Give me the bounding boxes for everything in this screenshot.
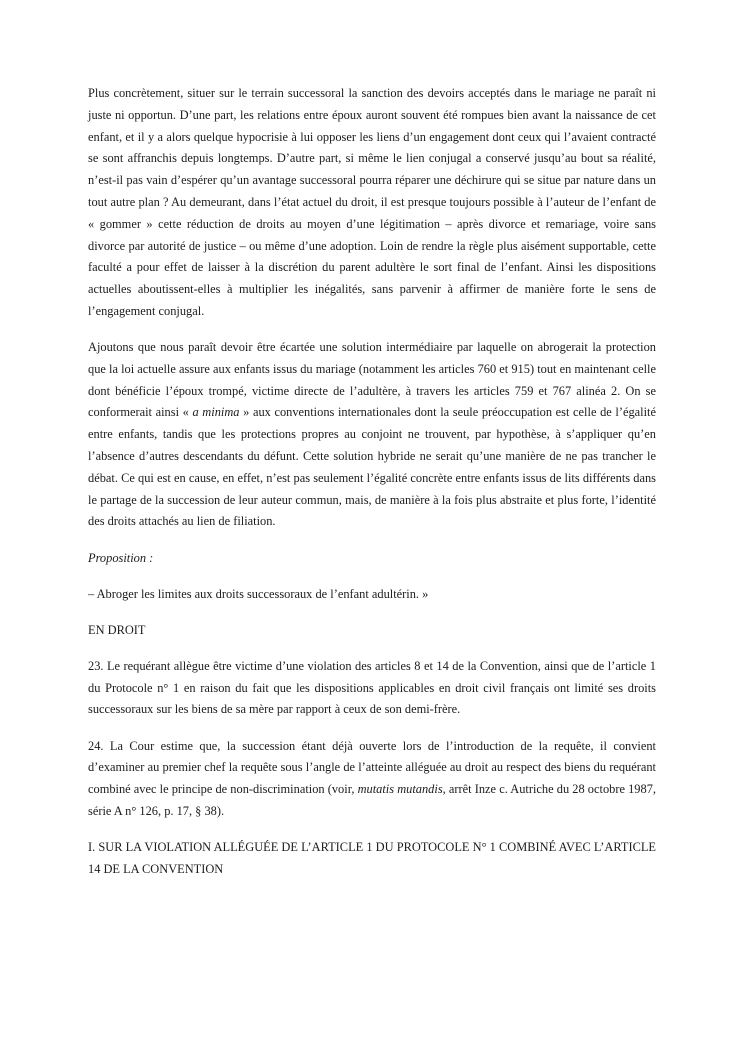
paragraph-23 — [88, 656, 656, 721]
text-segment: mutatis mutandis — [357, 782, 443, 797]
text-segment: I. SUR LA VIOLATION ALLÉGUÉE DE L’ARTICLE 1 DU PROTOCOLE N° 1 COMBINÉ AVEC L’ARTICLE 14 DE LA CONVENTION — [88, 839, 656, 876]
proposition-label — [88, 548, 656, 570]
section-en-droit — [88, 620, 656, 642]
text-segment: Proposition : — [88, 550, 154, 565]
text-segment: a minima — [192, 405, 240, 420]
paragraph-sanction-devoirs — [88, 83, 656, 323]
text-segment: 24. La Cour estime que, la succession étant déjà ouverte lors de l’introduction de la requête, il convient d’examiner au premier chef la requête sous l’angle de l’atteinte alléguée au droit au respect des biens du requérant combiné avec le principe de non-discrimination (voir, — [88, 738, 656, 797]
paragraph-solution-intermediaire — [88, 337, 656, 533]
text-segment: Ajoutons que nous paraît devoir être écartée une solution intermédiaire par laquelle on abrogerait la protection que la loi actuelle assure aux enfants issus du mariage (notamment les articles 760 et 915) tout en maintenant celle dont bénéficie l’époux trompé, victime directe de l’adultère, à travers les articles 759 et 767 alinéa 2. On se conformerait ainsi « — [88, 340, 656, 420]
paragraph-24 — [88, 736, 656, 823]
proposition-item — [88, 584, 656, 606]
document-text — [88, 83, 656, 895]
text-segment: » aux conventions internationales dont la seule préoccupation est celle de l’égalité entre enfants, tandis que les protections propres au conjoint ne trouvent, par hypothèse, à s’appliquer qu’en l’absence d’autres descendants du défunt. Cette solution hybride ne serait qu’une manière de ne pas trancher le débat. Ce qui est en cause, en effet, n’est pas seulement l’égalité concrète entre enfants issus de lits différents dans le partage de la succession de leur auteur commun, mais, de manière à la fois plus abstraite et plus forte, l’identité des droits attachés au lien de filiation. — [88, 405, 656, 529]
text-segment: , arrêt Inze c. Autriche du 28 octobre 1987, série A n° 126, p. 17, § 38). — [88, 782, 656, 818]
text-segment: 23. Le requérant allègue être victime d’une violation des articles 8 et 14 de la Convention, ainsi que de l’article 1 du Protocole n° 1 en raison du fait que les dispositions applicables en droit civil français ont limité ses droits successoraux sur les biens de sa mère par rapport à ceux de son demi-frère. — [88, 658, 656, 717]
text-segment: Plus concrètement, situer sur le terrain successoral la sanction des devoirs acceptés dans le mariage ne paraît ni juste ni opportun. D’une part, les relations entre époux auront souvent été rompues bien avant la naissance de cet enfant, et il y a alors quelque hypocrisie à lui opposer les liens d’un engagement dont ceux qui l’avaient contracté se sont affranchis depuis longtemps. D’autre part, si même le lien conjugal a conservé jusqu’au bout sa réalité, n’est-il pas vain d’espérer qu’un avantage successoral pourra réparer une déchirure qui se situe par nature dans un tout autre plan ? Au demeurant, dans l’état actuel du droit, il est presque toujours possible à l’auteur de l’enfant de « gommer » cette réduction de droits au moyen d’une légitimation – après divorce et remariage, voire sans divorce par autorité de justice – ou même d’une adoption. Loin de rendre la règle plus aisément supportable, cette faculté a pour effet de laisser à la discrétion du parent adultère le sort final de l’enfant. Ainsi les dispositions actuelles aboutissent-elles à multiplier les inégalités, sans parvenir à affirmer de manière forte le sens de l’engagement conjugal. — [88, 86, 656, 318]
text-segment: EN DROIT — [88, 622, 146, 637]
heading-violation-article-1 — [88, 837, 656, 881]
text-segment: – Abroger les limites aux droits successoraux de l’enfant adultérin. » — [88, 586, 429, 601]
